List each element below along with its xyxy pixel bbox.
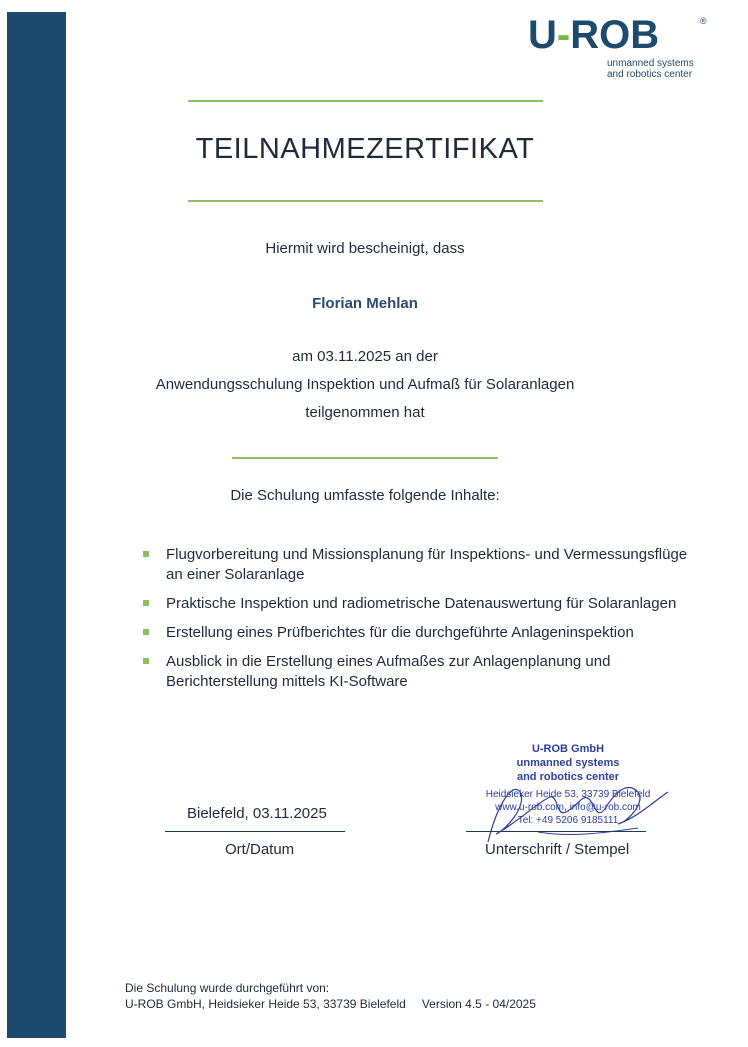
- list-item: [143, 594, 703, 614]
- logo-tagline-line2: and robotics center: [607, 69, 693, 80]
- stamp-web-email: www.u-rob.com, info@u-rob.com: [495, 802, 641, 813]
- intro-text: Hiermit wird bescheinigt, dass: [265, 240, 465, 257]
- footer-line1: Die Schulung wurde durchgeführt von:: [125, 981, 330, 995]
- bullet-square-icon: [143, 658, 149, 664]
- signature-line: [466, 831, 646, 832]
- title-bottom-rule: [188, 200, 543, 202]
- list-item: [143, 623, 703, 643]
- place-date-label: Ort/Datum: [225, 841, 295, 858]
- list-item: [143, 652, 703, 692]
- footer-line2-row: [125, 996, 536, 1012]
- stamp-line2: unmanned systems: [516, 757, 620, 769]
- list-item-text: Praktische Inspektion und radiometrische Datenauswertung für Solaranlagen: [166, 595, 677, 612]
- title-top-rule: [188, 100, 543, 102]
- place-date-line: [165, 831, 345, 832]
- footer-address: U-ROB GmbH, Heidsieker Heide 53, 33739 Bielefeld: [125, 997, 406, 1011]
- participant-name: Florian Mehlan: [312, 295, 418, 312]
- participated-text: teilgenommen hat: [305, 404, 425, 421]
- left-sidebar-band: [7, 12, 66, 1038]
- logo-wordmark: [528, 14, 659, 56]
- contents-list: [143, 545, 703, 701]
- certificate-title: TEILNAHMEZERTIFIKAT: [195, 133, 535, 165]
- bullet-square-icon: [143, 600, 149, 606]
- logo-letters-rob: ROB: [570, 13, 660, 57]
- place-date-value: Bielefeld, 03.11.2025: [187, 805, 327, 822]
- logo-letter-u: U: [528, 13, 557, 57]
- bullet-square-icon: [143, 551, 149, 557]
- list-item-text: Ausblick in die Erstellung eines Aufmaßes zur Anlagenplanung und Berichterstellung mittels KI-Software: [166, 653, 611, 690]
- company-logo: [528, 14, 718, 84]
- list-item: [143, 545, 703, 585]
- stamp-address: Heidsieker Heide 53, 33739 Bielefeld: [485, 789, 651, 800]
- list-item-text: Erstellung eines Prüfberichtes für die durchgeführte Anlageninspektion: [166, 624, 634, 641]
- logo-tagline: [607, 58, 727, 80]
- contents-heading: Die Schulung umfasste folgende Inhalte:: [230, 487, 500, 504]
- list-item-text: Flugvorbereitung und Missionsplanung für Inspektions- und Vermessungsflüge an einer Solaranlage: [166, 546, 688, 583]
- stamp-company: U-ROB GmbH: [531, 743, 605, 755]
- date-line: am 03.11.2025 an der: [292, 348, 438, 365]
- section-divider-rule: [232, 457, 498, 459]
- logo-registered-mark: ®: [700, 16, 707, 26]
- logo-tagline-line1: unmanned systems: [607, 58, 694, 69]
- bullet-square-icon: [143, 629, 149, 635]
- logo-dash: -: [556, 13, 571, 57]
- footer-version: Version 4.5 - 04/2025: [421, 997, 536, 1011]
- stamp-line3: and robotics center: [516, 771, 620, 783]
- signature-label: Unterschrift / Stempel: [485, 841, 630, 858]
- footer: [125, 980, 536, 1012]
- stamp-phone: Tel: +49 5206 9185111: [517, 815, 619, 826]
- course-name: Anwendungsschulung Inspektion und Aufmaß für Solaranlagen: [155, 376, 575, 393]
